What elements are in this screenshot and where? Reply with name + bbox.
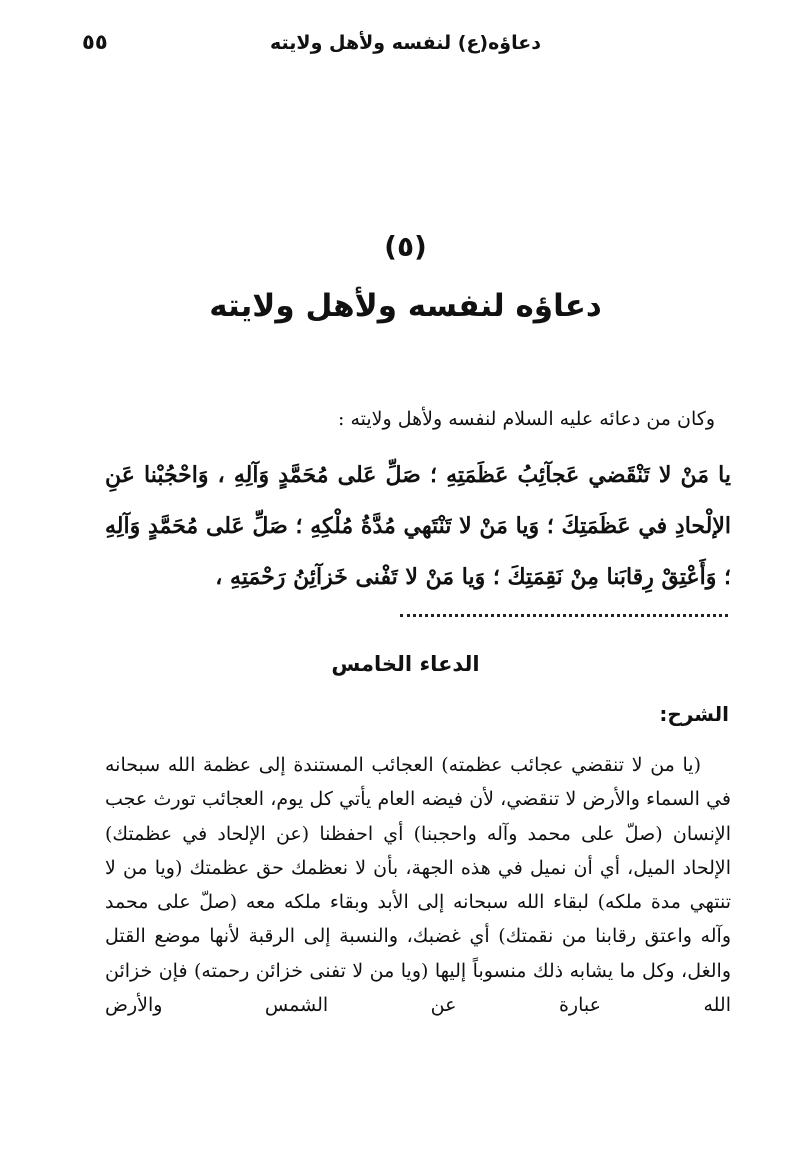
commentary-label: الشرح: xyxy=(659,702,729,726)
running-header-title: دعاؤه(ع) لنفسه ولأهل ولايته xyxy=(270,32,541,54)
dotted-separator xyxy=(400,614,728,617)
chapter-title: دعاؤه لنفسه ولأهل ولايته xyxy=(209,288,602,324)
supplication-text: يا مَنْ لا تَنْقَضي عَجآئِبُ عَظَمَتِهِ ؛ صَلِّ عَلى مُحَمَّدٍ وَآلِهِ ، وَاحْجُبْنا عَنِ الإلْحادِ في عَظَمَتِكَ ؛ وَيا مَنْ لا تَنْتَهي مُدَّةُ مُلْكِهِ ؛ صَلِّ عَلى مُحَمَّدٍ وَآلِهِ ؛ وَأَعْتِقْ رِقابَنا مِنْ نَقِمَتِكَ ؛ وَيا مَنْ لا تَفْنى خَزآئِنُ رَحْمَتِهِ ، xyxy=(105,462,731,590)
commentary-paragraph: (يا من لا تنقضي عجائب عظمته) العجائب المستندة إلى عظمة الله سبحانه في السماء والأرض لا تنقضي، لأن فيضه العام يأتي كل يوم، العجائب تورث عجب الإنسان (صلّ على محمد وآله واحجبنا) أي احفظنا (عن الإلحاد في عظمتك) الإلحاد الميل، أي أن نميل في هذه الجهة، بأن لا نعظمك حق عظمتك (ويا من لا تنتهي مدة ملكه) لبقاء الله سبحانه إلى الأبد وبقاء ملكه معه (صلّ على محمد وآله واعتق رقابنا من نقمتك) أي غضبك، والنسبة إلى الرقبة لأنها موضع القتل والغل، وكل ما يشابه ذلك منسوباً إليها (ويا من لا تفنى خزائن رحمته) فإن خزائن الله عبارة عن الشمس والأرض xyxy=(105,754,731,1017)
commentary-body xyxy=(105,748,731,1022)
page-number: ٥٥ xyxy=(82,30,108,54)
chapter-number: (٥) xyxy=(384,230,427,263)
section-heading: الدعاء الخامس xyxy=(331,652,480,676)
intro-line: وكان من دعائه عليه السلام لنفسه ولأهل ولايته : xyxy=(338,408,715,430)
